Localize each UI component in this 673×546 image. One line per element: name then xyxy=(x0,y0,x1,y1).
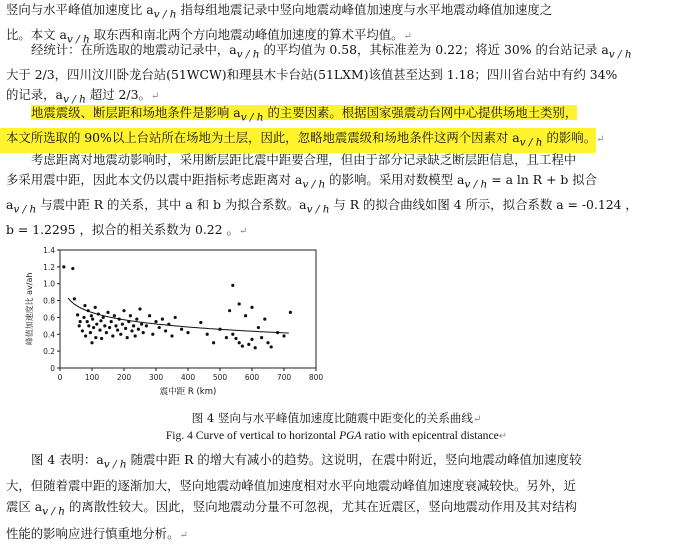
data-point xyxy=(87,324,90,327)
data-point xyxy=(86,320,89,323)
data-point xyxy=(138,307,141,310)
data-point xyxy=(122,309,125,312)
data-point xyxy=(100,337,103,340)
data-point xyxy=(244,314,247,317)
data-point xyxy=(111,334,114,337)
data-point xyxy=(73,297,76,300)
y-tick-label: 0.4 xyxy=(43,330,55,340)
data-point xyxy=(90,314,93,317)
data-point xyxy=(234,337,237,340)
data-point xyxy=(289,311,292,314)
data-point xyxy=(266,341,269,344)
data-point xyxy=(106,311,109,314)
x-tick-label: 0 xyxy=(57,373,63,382)
figure-caption-cn: 图 4 竖向与水平峰值加速度比随震中距变化的关系曲线↵ xyxy=(191,411,482,425)
x-tick-label: 100 xyxy=(84,373,100,382)
data-point xyxy=(257,326,260,329)
data-point xyxy=(174,316,177,319)
data-point xyxy=(84,334,87,337)
data-point xyxy=(145,324,148,327)
data-point xyxy=(206,333,209,336)
x-tick-label: 400 xyxy=(180,373,196,382)
data-point xyxy=(154,320,157,323)
data-point xyxy=(105,331,108,334)
data-point xyxy=(89,331,92,334)
data-point xyxy=(79,320,82,323)
data-point xyxy=(95,323,98,326)
data-point xyxy=(164,329,167,332)
data-point xyxy=(247,343,250,346)
paragraph-statistics: 经统计：在所选取的地震动记录中，$a_{v / h}$ 的平均值为 0.58，其标准差为 0.22；将近 30% 的台站记录 $a_{v / h}$ 大于 2/3，四川汶川卧龙台站(51WCW)和理县木卡台站(51LXM)该值甚至达到 1.18；四川省台站中有约 34% 的记录，$a_{v / h}$ 超过 2/3。↵ xyxy=(6,42,632,106)
x-tick-label: 300 xyxy=(148,373,164,382)
y-tick-label: 1.0 xyxy=(43,279,55,289)
data-point xyxy=(238,341,241,344)
data-point xyxy=(92,326,95,329)
figure-4-chart xyxy=(12,242,332,407)
data-point xyxy=(250,306,253,309)
data-point xyxy=(124,327,127,330)
x-tick-label: 200 xyxy=(116,373,132,382)
data-point xyxy=(121,323,124,326)
highlighted-text: 地震震级、断层距和场地条件是影响 $a_{v / h}$ 的主要因素。根据国家强震动台网中心提供场地土类别， xyxy=(31,105,578,124)
data-point xyxy=(116,328,119,331)
data-point xyxy=(231,333,234,336)
x-tick-label: 800 xyxy=(308,373,324,382)
paragraph-ratio-definition: 竖向与水平峰值加速度比 $a_{v / h}$ 指每组地震记录中竖向地震动峰值加速度与水平地震动峰值加速度之 比。本文 $a_{v / h}$ 取东西和南北两个方向地震动峰值加速度的算术平均值。↵ xyxy=(6,2,553,46)
data-point xyxy=(103,324,106,327)
data-point xyxy=(137,328,140,331)
data-point xyxy=(113,314,116,317)
data-point xyxy=(62,265,65,268)
data-point xyxy=(161,318,164,321)
data-point xyxy=(263,318,266,321)
data-point xyxy=(231,284,234,287)
fit-curve xyxy=(68,298,289,333)
data-point xyxy=(254,346,257,349)
figure-caption-en: Fig. 4 Curve of vertical to horizontal PGA ratio with epicentral distance↵ xyxy=(165,429,508,442)
scatter-chart xyxy=(12,242,332,407)
data-point xyxy=(270,345,273,348)
data-point xyxy=(94,336,97,339)
data-point xyxy=(170,334,173,337)
data-point xyxy=(135,318,138,321)
data-point xyxy=(199,321,202,324)
data-point xyxy=(260,336,263,339)
y-tick-label: 0.8 xyxy=(43,296,55,306)
y-tick-label: 1.4 xyxy=(43,246,55,255)
data-point xyxy=(241,344,244,347)
data-point xyxy=(282,334,285,337)
data-point xyxy=(76,313,79,316)
data-point xyxy=(238,302,241,305)
y-tick-label: 0 xyxy=(50,364,55,373)
data-point xyxy=(98,328,101,331)
data-point xyxy=(142,331,145,334)
data-point xyxy=(148,314,151,317)
highlighted-text: 本文所选取的 90%以上台站所在场地为土层，因此，忽略地震震级和场地条件这两个因素对 $a_{v / h}$ 的影响。 xyxy=(0,128,596,153)
plot-frame xyxy=(60,250,316,368)
data-point xyxy=(212,341,215,344)
y-tick-label: 0.6 xyxy=(43,313,55,323)
data-point xyxy=(140,323,143,326)
y-tick-label: 1.2 xyxy=(43,262,55,272)
data-point xyxy=(134,334,137,337)
x-tick-label: 500 xyxy=(212,373,228,382)
data-point xyxy=(108,326,111,329)
data-point xyxy=(186,331,189,334)
data-point xyxy=(228,309,231,312)
x-tick-label: 600 xyxy=(244,373,260,382)
data-point xyxy=(250,338,253,341)
x-axis-label: 震中距 R (km) xyxy=(159,387,217,397)
data-point xyxy=(90,341,93,344)
data-point xyxy=(130,329,133,332)
data-point xyxy=(110,320,113,323)
data-point xyxy=(225,336,228,339)
data-point xyxy=(126,336,129,339)
data-point xyxy=(94,306,97,309)
paragraph-fit-model: 考虑距离对地震动影响时，采用断层距比震中距要合理，但由于部分记录缺乏断层距信息，且工程中 多采用震中距，因此本文仍以震中距指标考虑距离对 $a_{v / h}$ 的影响。采用对数模型 $a_{v / h} = a$ ln R + b 拟合 $a_{v / h}$ 与震中距 R 的关系，其中 a 和 b 为拟合系数。$a_{v / h}$ 与 R 的拟合曲线如图 4 所示，拟合系数 a = -0.124 ， b = 1.2295 ，拟合的相关系数为 0.22 。↵ xyxy=(6,152,638,237)
data-point xyxy=(114,324,117,327)
data-point xyxy=(119,333,122,336)
x-tick-label: 700 xyxy=(276,373,292,382)
paragraph-conclusion: 图 4 表明：$a_{v / h}$ 随震中距 R 的增大有减小的趋势。这说明，在震中附近，竖向地震动峰值加速度较 大，但随着震中距的逐渐加大，竖向地震动峰值加速度相对水平向地震动峰值加速度衰减较快。另外，近 震区 $a_{v / h}$ 的离散性较大。因此，竖向地震动分量不可忽视，尤其在近震区，竖向地震动作用及其对结构 性能的影响应进行慎重地分析。↵ xyxy=(6,452,582,541)
y-tick-label: 0.2 xyxy=(43,347,55,357)
y-axis-label: 峰值加速度比 av/ah xyxy=(25,272,34,346)
data-point xyxy=(82,316,85,319)
data-point xyxy=(132,324,135,327)
data-point xyxy=(129,314,132,317)
data-point xyxy=(91,318,94,321)
data-point xyxy=(78,324,81,327)
data-point xyxy=(151,333,154,336)
data-point xyxy=(81,329,84,332)
data-point xyxy=(180,328,183,331)
data-point xyxy=(99,319,102,322)
data-point xyxy=(158,326,161,329)
data-point xyxy=(71,267,74,270)
data-point xyxy=(83,304,86,307)
paragraph-influencing-factors: 地震震级、断层距和场地条件是影响 $a_{v / h}$ 的主要因素。根据国家强震动台网中心提供场地土类别， 本文所选取的 90%以上台站所在场地为土层，因此，忽略地震震级和场地条件这两个因素对 $a_{v / h}$ 的影响。↵ xyxy=(6,103,666,153)
